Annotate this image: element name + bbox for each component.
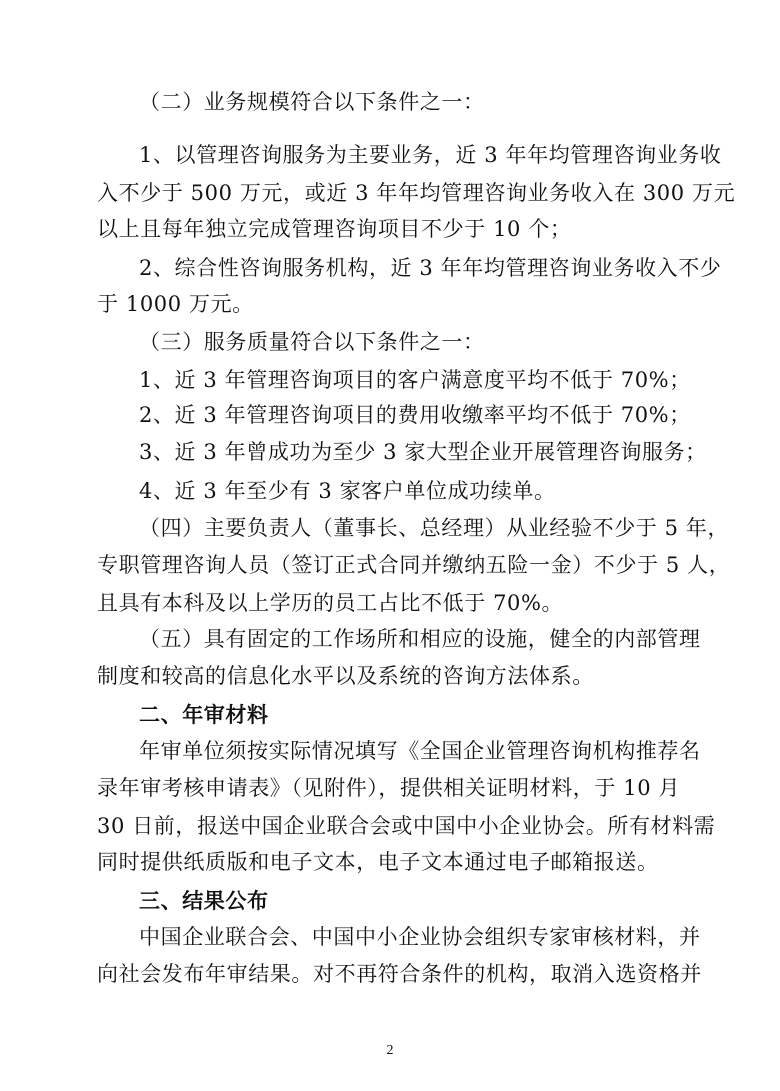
section-heading-results: 三、结果公布 [139,888,269,913]
paragraph-line: 且具有本科及以上学历的员工占比不低于 70%。 [97,591,564,615]
paragraph-line: 中国企业联合会、中国中小企业协会组织专家审核材料，并 [139,925,701,949]
paragraph-line: 1、近 3 年管理咨询项目的客户满意度平均不低于 70%； [139,368,691,392]
paragraph-line: 以上且每年独立完成管理咨询项目不少于 10 个； [97,217,572,241]
subsection-heading-2: （二）业务规模符合以下条件之一： [139,90,485,114]
section-heading-materials: 二、年审材料 [139,702,269,727]
subsection-heading-5: （五）具有固定的工作场所和相应的设施，健全的内部管理 [139,627,701,651]
subsection-heading-4: （四）主要负责人（董事长、总经理）从业经验不少于 5 年， [139,516,730,540]
paragraph-line: 制度和较高的信息化水平以及系统的咨询方法体系。 [97,664,594,688]
paragraph-line: 入不少于 500 万元，或近 3 年年均管理咨询业务收入在 300 万元 [97,181,736,205]
paragraph-line: 3、近 3 年曾成功为至少 3 家大型企业开展管理咨询服务； [139,440,707,464]
paragraph-line: 4、近 3 年至少有 3 家客户单位成功续单。 [139,479,556,503]
paragraph-line: 30 日前，报送中国企业联合会或中国中小企业协会。所有材料需 [97,814,716,838]
paragraph-line: 专职管理咨询人员（签订正式合同并缴纳五险一金）不少于 5 人， [97,553,731,577]
paragraph-line: 同时提供纸质版和电子文本，电子文本通过电子邮箱报送。 [97,850,659,874]
paragraph-line: 向社会发布年审结果。对不再符合条件的机构，取消入选资格并 [97,962,702,986]
paragraph-line: 2、综合性咨询服务机构，近 3 年年均管理咨询业务收入不少 [139,256,722,280]
paragraph-line: 录年审考核申请表》（见附件），提供相关证明材料，于 10 月 [97,776,681,800]
paragraph-line: 1、以管理咨询服务为主要业务，近 3 年年均管理咨询业务收 [139,143,722,167]
paragraph-line: 于 1000 万元。 [97,292,254,316]
paragraph-line: 年审单位须按实际情况填写《全国企业管理咨询机构推荐名 [139,739,701,763]
paragraph-line: 2、近 3 年管理咨询项目的费用收缴率平均不低于 70%； [139,403,691,427]
subsection-heading-3: （三）服务质量符合以下条件之一： [139,330,485,354]
page-number: 2 [386,1043,394,1058]
